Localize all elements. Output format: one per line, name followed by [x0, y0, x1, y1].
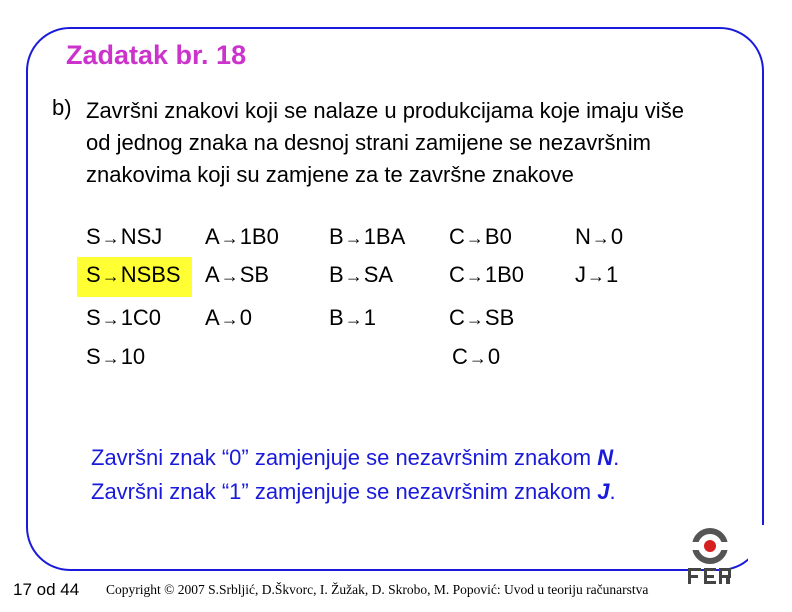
slide-title: Zadatak br. 18 — [66, 40, 247, 70]
paragraph-line: znakovima koji su zamjene za te završne znakove — [86, 162, 574, 187]
arrow-icon: → — [344, 266, 363, 286]
paragraph-line: od jednog znaka na desnoj strani zamijene se nezavršnim — [86, 130, 651, 155]
production-rule: S→NSJ — [86, 224, 163, 249]
nonterminal-symbol: J — [597, 479, 610, 504]
production-rule: S→10 — [86, 344, 146, 369]
production-rule: S→1C0 — [86, 305, 162, 330]
production-rule: C→1B0 — [449, 262, 525, 287]
bullet-label: b) — [52, 95, 72, 120]
arrow-icon: → — [465, 228, 484, 248]
production-rule: A→0 — [205, 305, 252, 330]
production-rule: C→SB — [449, 305, 515, 330]
production-rule: C→B0 — [449, 224, 512, 249]
arrow-icon: → — [465, 309, 484, 329]
paragraph-line: Završni znakovi koji se nalaze u produkcijama koje imaju više — [86, 98, 684, 123]
arrow-icon: → — [587, 266, 605, 286]
production-rule: B→1 — [329, 305, 376, 330]
production-rule: B→1BA — [329, 224, 406, 249]
arrow-icon: → — [220, 309, 239, 329]
production-rule: A→SB — [205, 262, 270, 287]
production-rule: B→SA — [329, 262, 394, 287]
note-line: Završni znak “0” zamjenjuje se nezavršnim znakom N. — [91, 445, 620, 470]
arrow-icon: → — [591, 228, 610, 248]
note-line: Završni znak “1” zamjenjuje se nezavršnim znakom J. — [91, 479, 616, 504]
copyright-text: Copyright © 2007 S.Srbljić, D.Škvorc, I. Žužak, D. Skrobo, M. Popović: Uvod u teoriju računarstva — [106, 582, 649, 597]
arrow-icon: → — [465, 266, 484, 286]
arrow-icon: → — [220, 266, 239, 286]
fer-logo-icon — [686, 528, 734, 588]
production-rule: A→1B0 — [205, 224, 279, 249]
arrow-icon: → — [344, 309, 363, 329]
production-rule: J→1 — [575, 262, 619, 287]
arrow-icon: → — [101, 266, 120, 286]
arrow-icon: → — [468, 348, 487, 368]
page-number: 17 od 44 — [13, 580, 80, 599]
frame-gap — [748, 525, 778, 575]
nonterminal-symbol: N — [597, 445, 614, 470]
arrow-icon: → — [220, 228, 239, 248]
production-rule-highlighted: S→NSBS — [86, 262, 181, 287]
arrow-icon: → — [344, 228, 363, 248]
arrow-icon: → — [101, 309, 120, 329]
production-rule: C→0 — [452, 344, 501, 369]
production-rule: N→0 — [575, 224, 624, 249]
arrow-icon: → — [101, 348, 120, 368]
description-paragraph — [86, 95, 766, 191]
arrow-icon: → — [101, 228, 120, 248]
